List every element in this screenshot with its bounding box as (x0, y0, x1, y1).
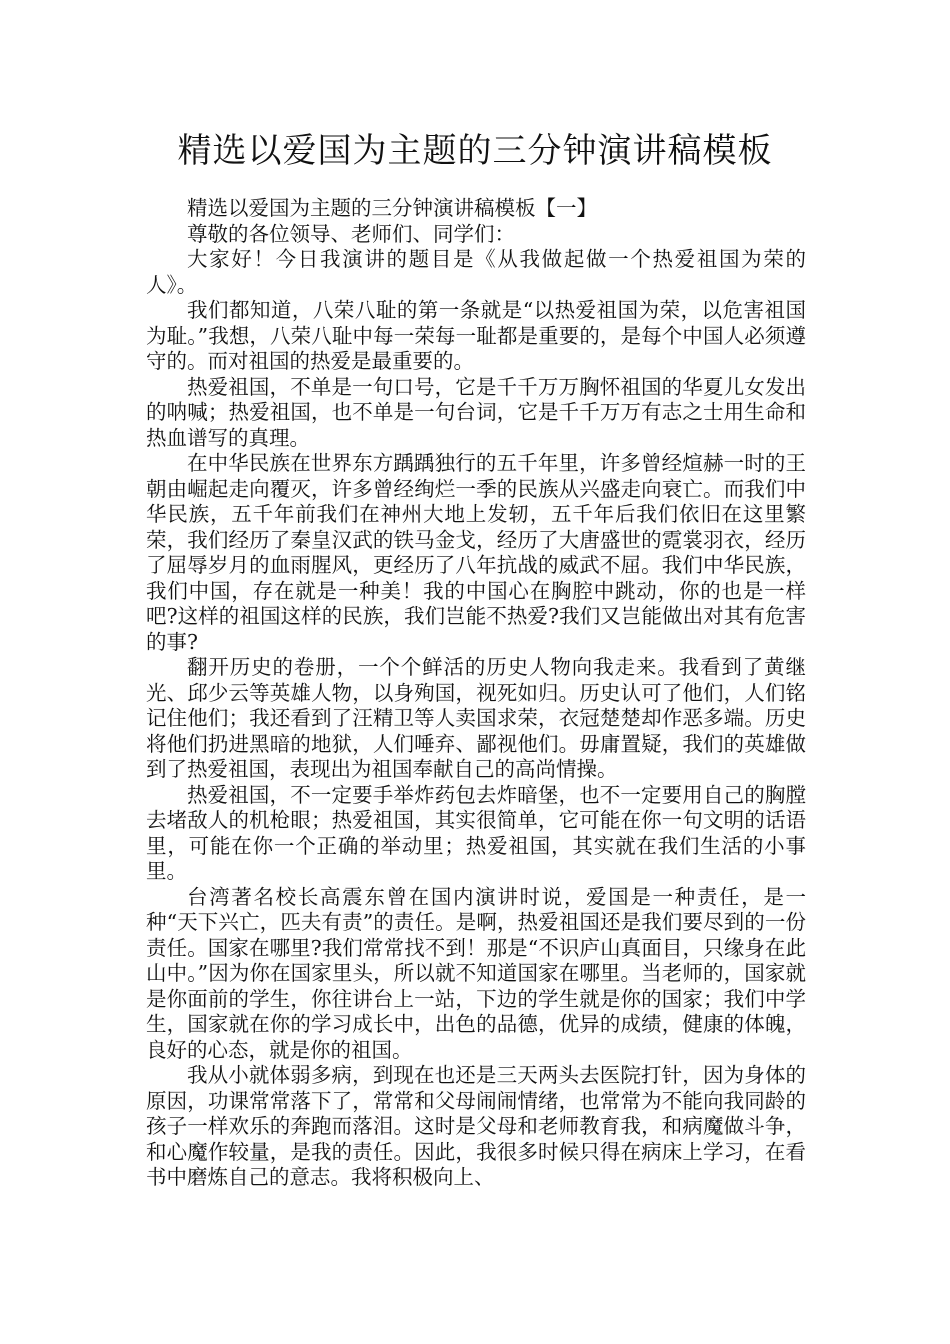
document-title: 精选以爱国为主题的三分钟演讲稿模板 (177, 131, 773, 171)
paragraph: 我们都知道，八荣八耻的第一条就是“以热爱祖国为荣，以危害祖国为耻。”我想，八荣八耻中每一荣每一耻都是重要的，是每个中国人必须遵守的。而对祖国的热爱是最重要的。 (146, 298, 806, 373)
paragraph: 在中华民族在世界东方踽踽独行的五千年里，许多曾经煊赫一时的王朝由崛起走向覆灭，许多曾经绚烂一季的民族从兴盛走向衰亡。而我们中华民族，五千年前我们在神州大地上发轫，五千年后我们依旧在这里繁荣，我们经历了秦皇汉武的铁马金戈，经历了大唐盛世的霓裳羽衣，经历了屈辱岁月的血雨腥风，更经历了八年抗战的威武不屈。我们中华民族，我们中国，存在就是一种美！我的中国心在胸腔中跳动，你的也是一样吧?这样的祖国这样的民族，我们岂能不热爱?我们又岂能做出对其有危害的事? (146, 451, 806, 654)
paragraph: 台湾著名校长高震东曾在国内演讲时说，爱国是一种责任，是一种“天下兴亡，匹夫有责”的责任。是啊，热爱祖国还是我们要尽到的一份责任。国家在哪里?我们常常找不到！那是“不识庐山真面目，只缘身在此山中。”因为你在国家里头，所以就不知道国家在哪里。当老师的，国家就是你面前的学生，你往讲台上一站，下边的学生就是你的国家；我们中学生，国家就在你的学习成长中，出色的品德，优异的成绩，健康的体魄，良好的心态，就是你的祖国。 (146, 884, 806, 1062)
document-body (146, 196, 806, 1191)
paragraph: 热爱祖国，不一定要手举炸药包去炸暗堡，也不一定要用自己的胸膛去堵敌人的机枪眼；热爱祖国，其实很简单，它可能在你一句文明的话语里，可能在你一个正确的举动里；热爱祖国，其实就在我们生活的小事里。 (146, 782, 806, 883)
paragraph: 大家好！今日我演讲的题目是《从我做起做一个热爱祖国为荣的人》。 (146, 247, 806, 297)
salutation: 尊敬的各位领导、老师们、同学们： (187, 221, 515, 246)
paragraph: 翻开历史的卷册，一个个鲜活的历史人物向我走来。我看到了黄继光、邱少云等英雄人物，以身殉国，视死如归。历史认可了他们，人们铭记住他们；我还看到了汪精卫等人卖国求荣，衣冠楚楚却作恶多端。历史将他们扔进黑暗的地狱，人们唾弃、鄙视他们。毋庸置疑，我们的英雄做到了热爱祖国，表现出为祖国奉献自己的高尚情操。 (146, 655, 806, 781)
paragraph: 热爱祖国，不单是一句口号，它是千千万万胸怀祖国的华夏儿女发出的呐喊；热爱祖国，也不单是一句台词，它是千千万万有志之士用生命和热血谱写的真理。 (146, 374, 806, 450)
section-heading: 精选以爱国为主题的三分钟演讲稿模板【一】 (187, 196, 597, 220)
paragraph: 我从小就体弱多病，到现在也还是三天两头去医院打针，因为身体的原因，功课常常落下了，常常和父母闹闹情绪，也常常为不能向我同龄的孩子一样欢乐的奔跑而落泪。这时是父母和老师教育我，和病魔做斗争，和心魔作较量，是我的责任。因此，我很多时候只得在病床上学习，在看书中磨炼自己的意志。我将积极向上、 (146, 1063, 806, 1189)
